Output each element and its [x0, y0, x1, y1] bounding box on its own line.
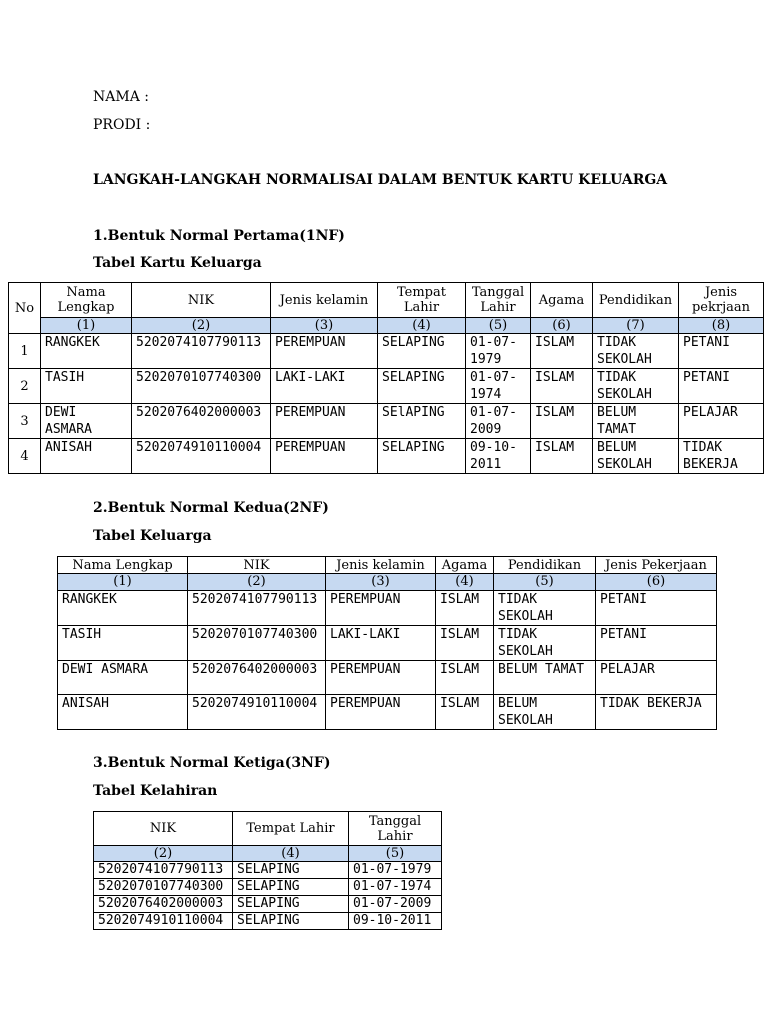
table-row — [94, 896, 442, 913]
table-cell: 4 — [9, 439, 41, 474]
table-row — [58, 695, 717, 730]
table-header-row — [9, 283, 764, 318]
table-cell: TIDAK BEKERJA — [596, 695, 717, 730]
column-number-cell: (4) — [233, 846, 349, 862]
document-title: LANGKAH-LANGKAH NORMALISAI DALAM BENTUK KARTU KELUARGA — [93, 172, 668, 188]
table-cell: SElAPING — [378, 404, 466, 439]
table-row — [9, 439, 764, 474]
column-number-cell: (1) — [41, 318, 132, 334]
table-cell: ISLAM — [436, 661, 494, 695]
table-row — [9, 404, 764, 439]
table-cell: 2 — [9, 369, 41, 404]
section-2nf-heading: 2.Bentuk Normal Kedua(2NF) — [93, 500, 329, 516]
table-cell: 5202076402000003 — [94, 896, 233, 913]
table-cell: ANISAH — [58, 695, 188, 730]
header-cell: NIK — [94, 812, 233, 846]
table-cell: SELAPING — [233, 913, 349, 930]
column-number-cell: (3) — [326, 574, 436, 591]
table-cell: PELAJAR — [596, 661, 717, 695]
column-number-cell: (7) — [593, 318, 679, 334]
table-cell: PETANI — [679, 334, 764, 369]
column-number-cell: (5) — [494, 574, 596, 591]
table-cell: 5202074107790113 — [94, 862, 233, 879]
table-cell: SELAPING — [378, 334, 466, 369]
table-row — [58, 661, 717, 695]
table-cell: 01-07-1974 — [466, 369, 531, 404]
prodi-label: PRODI : — [93, 117, 151, 133]
table-row — [94, 879, 442, 896]
table-cell: BELUM TAMAT — [494, 661, 596, 695]
table-cell: 01-07-2009 — [349, 896, 442, 913]
table-cell: TIDAK SEKOLAH — [593, 369, 679, 404]
table-cell: ISLAM — [436, 591, 494, 626]
header-cell: Agama — [531, 283, 593, 318]
nama-label: NAMA : — [93, 89, 149, 105]
table-cell: 01-07-1979 — [466, 334, 531, 369]
column-number-row — [9, 318, 764, 334]
header-cell: Jenis pekrjaan — [679, 283, 764, 318]
table-cell: 3 — [9, 404, 41, 439]
table-row — [58, 626, 717, 661]
section-1nf-heading: 1.Bentuk Normal Pertama(1NF) — [93, 228, 345, 244]
column-number-cell: (2) — [188, 574, 326, 591]
table-cell: PEREMPUAN — [271, 404, 378, 439]
table-cell: 5202074107790113 — [188, 591, 326, 626]
table-header-row — [94, 812, 442, 846]
table-cell: RANGKEK — [58, 591, 188, 626]
table-row — [9, 334, 764, 369]
column-number-row — [58, 574, 717, 591]
table-cell: SELAPING — [233, 896, 349, 913]
table-cell: 5202070107740300 — [132, 369, 271, 404]
table-cell: PETANI — [679, 369, 764, 404]
table-header-row — [58, 557, 717, 574]
table-cell: 5202070107740300 — [188, 626, 326, 661]
table-1nf-title: Tabel Kartu Keluarga — [93, 255, 262, 271]
table-cell: ANISAH — [41, 439, 132, 474]
header-cell: Nama Lengkap — [58, 557, 188, 574]
table-row — [94, 913, 442, 930]
table-cell: PEREMPUAN — [326, 591, 436, 626]
table-cell: TIDAK SEKOLAH — [593, 334, 679, 369]
header-cell: Tempat Lahir — [378, 283, 466, 318]
column-number-cell: (4) — [436, 574, 494, 591]
table-cell: BELUM SEKOLAH — [494, 695, 596, 730]
table-2nf-title: Tabel Keluarga — [93, 528, 212, 544]
header-cell: Jenis kelamin — [326, 557, 436, 574]
header-cell: Nama Lengkap — [41, 283, 132, 318]
header-cell: NIK — [132, 283, 271, 318]
table-cell: ISLAM — [531, 334, 593, 369]
table-cell: PETANI — [596, 591, 717, 626]
table-cell: TIDAK SEKOLAH — [494, 591, 596, 626]
table-cell: SELAPING — [233, 862, 349, 879]
column-number-cell: (5) — [466, 318, 531, 334]
header-cell: Pendidikan — [593, 283, 679, 318]
column-number-cell: (1) — [58, 574, 188, 591]
table-cell: LAKI-LAKI — [326, 626, 436, 661]
table-cell: 01-07-1974 — [349, 879, 442, 896]
table-3nf-title: Tabel Kelahiran — [93, 783, 218, 799]
table-cell: LAKI-LAKI — [271, 369, 378, 404]
header-cell: NIK — [188, 557, 326, 574]
table-cell: 09-10-2011 — [466, 439, 531, 474]
table-cell: ISLAM — [436, 626, 494, 661]
table-cell: 5202074910110004 — [188, 695, 326, 730]
table-cell: 5202074910110004 — [94, 913, 233, 930]
table-cell: 01-07-2009 — [466, 404, 531, 439]
column-number-cell: (6) — [531, 318, 593, 334]
header-cell: Agama — [436, 557, 494, 574]
table-cell: 01-07-1979 — [349, 862, 442, 879]
table-cell: PETANI — [596, 626, 717, 661]
table-cell: ISLAM — [436, 695, 494, 730]
header-cell: No — [9, 283, 41, 334]
table-cell: PEREMPUAN — [271, 439, 378, 474]
header-cell: Jenis kelamin — [271, 283, 378, 318]
table-cell: 5202074107790113 — [132, 334, 271, 369]
table-cell: 5202074910110004 — [132, 439, 271, 474]
header-cell: Tempat Lahir — [233, 812, 349, 846]
header-cell: Tanggal Lahir — [349, 812, 442, 846]
column-number-row — [94, 846, 442, 862]
section-3nf-heading: 3.Bentuk Normal Ketiga(3NF) — [93, 755, 331, 771]
table-cell: ISLAM — [531, 369, 593, 404]
column-number-cell: (8) — [679, 318, 764, 334]
table-cell: SELAPING — [378, 369, 466, 404]
table-cell: BELUM SEKOLAH — [593, 439, 679, 474]
table-cell: PELAJAR — [679, 404, 764, 439]
table-row — [94, 862, 442, 879]
header-cell: Tanggal Lahir — [466, 283, 531, 318]
column-number-cell: (6) — [596, 574, 717, 591]
table-cell: BELUM TAMAT — [593, 404, 679, 439]
table-cell: SELAPING — [378, 439, 466, 474]
table-cell: ISLAM — [531, 404, 593, 439]
table-row — [9, 369, 764, 404]
header-cell: Pendidikan — [494, 557, 596, 574]
table-cell: TASIH — [58, 626, 188, 661]
table-cell: DEWI ASMARA — [58, 661, 188, 695]
table-cell: RANGKEK — [41, 334, 132, 369]
column-number-cell: (5) — [349, 846, 442, 862]
table-cell: PEREMPUAN — [271, 334, 378, 369]
table-cell: 5202070107740300 — [94, 879, 233, 896]
table-kartu-keluarga — [8, 282, 764, 474]
table-cell: 1 — [9, 334, 41, 369]
column-number-cell: (3) — [271, 318, 378, 334]
table-keluarga — [57, 556, 717, 730]
table-cell: PEREMPUAN — [326, 661, 436, 695]
table-cell: 5202076402000003 — [188, 661, 326, 695]
column-number-cell: (4) — [378, 318, 466, 334]
table-cell: TIDAK SEKOLAH — [494, 626, 596, 661]
column-number-cell: (2) — [132, 318, 271, 334]
table-cell: TIDAK BEKERJA — [679, 439, 764, 474]
table-cell: ISLAM — [531, 439, 593, 474]
table-kelahiran — [93, 811, 442, 930]
column-number-cell: (2) — [94, 846, 233, 862]
table-cell: PEREMPUAN — [326, 695, 436, 730]
table-cell: SELAPING — [233, 879, 349, 896]
table-cell: TASIH — [41, 369, 132, 404]
table-cell: 09-10-2011 — [349, 913, 442, 930]
header-cell: Jenis Pekerjaan — [596, 557, 717, 574]
table-cell: 5202076402000003 — [132, 404, 271, 439]
table-cell: DEWI ASMARA — [41, 404, 132, 439]
table-row — [58, 591, 717, 626]
